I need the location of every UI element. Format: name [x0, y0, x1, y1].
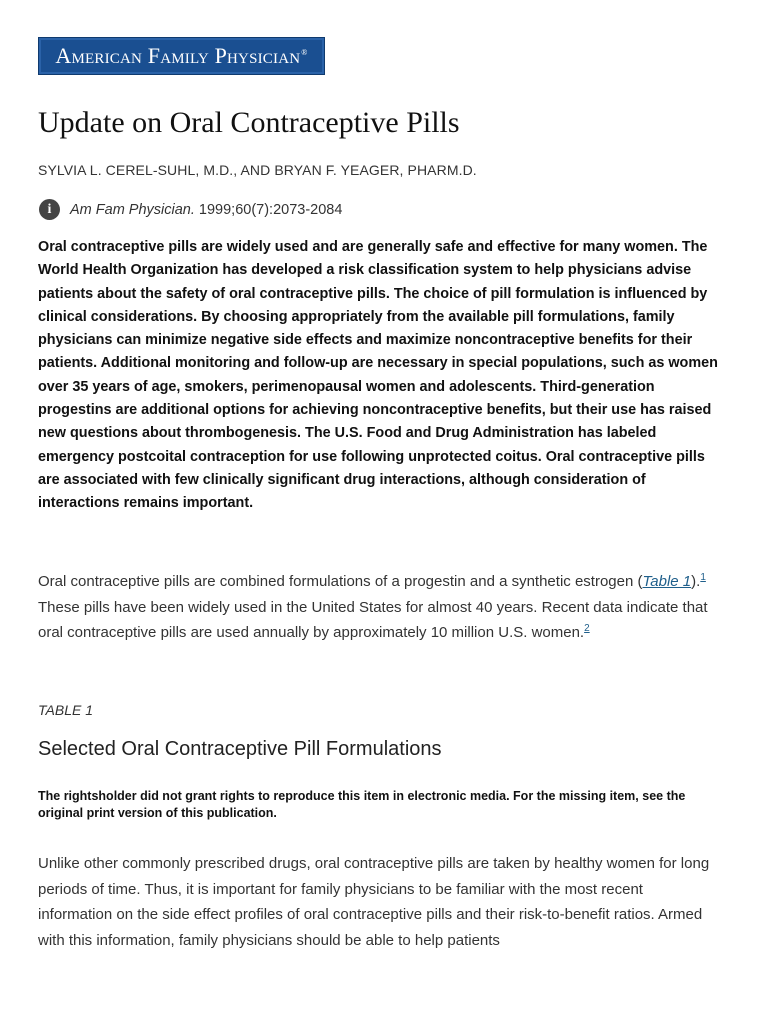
article-abstract: Oral contraceptive pills are widely used and are generally safe and effective for many women. The World Health Organization has developed a risk classification system to help physicians advise patients about the safety of oral contraceptive pills. The choice of pill formulation is influenced by clinical considerations. By choosing appropriately from the available pill formulations, family physicians can minimize negative side effects and maximize noncontraceptive benefits for their patients. Additional monitoring and follow-up are necessary in special populations, such as women over 35 years of age, smokers, perimenopausal women and adolescents. Third-generation progestins are additional options for achieving noncontraceptive benefits, but their use has raised new questions about thrombogenesis. The U.S. Food and Drug Administration has labeled emergency postcoital contraception for use following unprotected coitus. Oral contraceptive pills are associated with few clinically significant drug interactions, although consideration of interactions remains important. — [38, 239, 718, 512]
reference-link[interactable]: 1 — [700, 572, 706, 583]
article-citation — [38, 199, 342, 220]
journal-name: Am Fam Physician. — [70, 201, 195, 218]
article-authors: SYLVIA L. CEREL-SUHL, M.D., AND BRYAN F. YEAGER, PHARM.D. — [38, 162, 477, 178]
reference-link[interactable]: 2 — [584, 623, 590, 634]
citation-details: 1999;60(7):2073-2084 — [198, 201, 343, 218]
logo-text: American Family Physician® — [55, 43, 308, 68]
table-label: TABLE 1 — [38, 702, 93, 718]
rights-notice: The rightsholder did not grant rights to reproduce this item in electronic media. For the missing item, see the original print version of this publication. — [38, 789, 686, 820]
table-title: Selected Oral Contraceptive Pill Formulations — [38, 738, 442, 760]
body-paragraph-1: Oral contraceptive pills are combined formulations of a progestin and a synthetic estrogen (Table 1).$^1$ These pills have been widely used in the United States for almost 40 years. Recent data indicate that oral contraceptive pills are used annually by approximately 10 million U.S. women.$^2$ — [38, 572, 708, 641]
table-1-link[interactable]: Table 1 — [642, 573, 692, 590]
article-title: Update on Oral Contraceptive Pills — [38, 106, 460, 139]
body-paragraph-2: Unlike other commonly prescribed drugs, oral contraceptive pills are taken by healthy women for long periods of time. Thus, it is important for family physicians to be familiar with the most recent information on the side effect profiles of oral contraceptive pills and their risk-to-benefit ratios. Armed with this information, family physicians should be able to help patients — [38, 855, 710, 949]
info-icon[interactable]: i — [39, 199, 60, 220]
journal-logo[interactable] — [38, 37, 325, 75]
